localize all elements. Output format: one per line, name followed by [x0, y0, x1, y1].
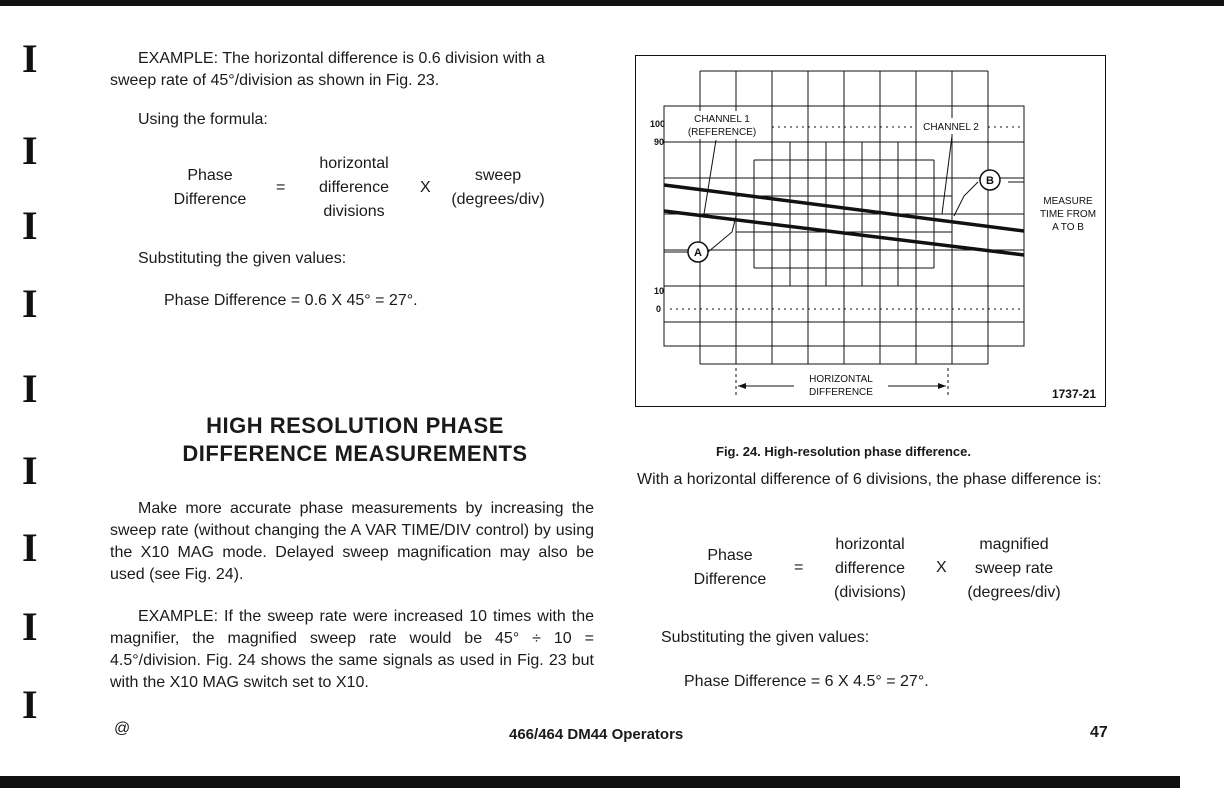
marker-a: A	[694, 247, 702, 259]
right-substituting-text: Substituting the given values:	[661, 629, 870, 646]
formula2-rhs: magnified sweep rate (degrees/div)	[967, 536, 1061, 601]
formula-rhs: sweep (degrees/div)	[451, 167, 545, 208]
binder-hole-mark: I	[22, 203, 38, 248]
body-paragraph: Make more accurate phase measurements by increasing the sweep rate (without changing the A VAR TIME/DIV control) by using the X10 MAG mode. Delayed sweep magnification may also be used (see Fig. 24).	[110, 500, 594, 583]
result-text: Phase Difference = 0.6 X 45° = 27°.	[164, 292, 418, 309]
binder-hole-mark: I	[22, 682, 38, 727]
top-rule	[0, 0, 1224, 6]
figure-frame	[635, 55, 1106, 407]
label-90: 90	[654, 137, 665, 147]
channel-1-sublabel: (REFERENCE)	[687, 127, 757, 138]
formula2-lhs: Phase Difference	[693, 547, 767, 588]
formula-middle: horizontal difference divisions	[319, 155, 389, 220]
formula2-times: X	[936, 559, 947, 576]
example-paragraph: EXAMPLE: The horizontal difference is 0.6 division with a sweep rate of 45°/division as shown in Fig. 23.	[110, 50, 545, 89]
binder-hole-mark: I	[22, 604, 38, 649]
substituting-text: Substituting the given values:	[138, 250, 347, 267]
right-result-text: Phase Difference = 6 X 4.5° = 27°.	[684, 673, 929, 690]
page-number: 47	[1090, 724, 1108, 741]
bottom-rule	[0, 776, 1180, 788]
formula-lhs: Phase Difference	[173, 167, 247, 208]
label-10: 10	[654, 286, 665, 296]
marker-b: B	[986, 175, 994, 187]
formula2-equals: =	[794, 559, 804, 576]
formula-equals: =	[276, 179, 286, 196]
binder-hole-mark: I	[22, 448, 38, 493]
measure-label-3: A TO B	[1052, 222, 1084, 233]
figure-number: 1737-21	[1051, 387, 1096, 401]
using-formula-text: Using the formula:	[138, 111, 268, 128]
figure-caption: Fig. 24. High-resolution phase difference.	[716, 444, 971, 459]
horizontal-difference-label-2: DIFFERENCE	[809, 387, 873, 398]
channel-1-label: CHANNEL 1	[694, 114, 750, 125]
measure-label-2: TIME FROM	[1039, 209, 1097, 220]
channel-2-label: CHANNEL 2	[923, 122, 979, 133]
measure-label-1: MEASURE	[1043, 196, 1093, 207]
label-100: 100	[650, 119, 666, 129]
example-paragraph-2: EXAMPLE: If the sweep rate were increased 10 times with the magnifier, the magnified sweep rate would be 45° ÷ 10 = 4.5°/division. Fig. 24 shows the same signals as used in Fig. 23 but with the X10 MAG switch set to X10.	[110, 608, 594, 691]
binder-hole-mark: I	[22, 366, 38, 411]
oscilloscope-graticule	[636, 56, 1104, 405]
binder-hole-mark: I	[22, 525, 38, 570]
binder-hole-mark: I	[22, 128, 38, 173]
footer-symbol: @	[114, 720, 131, 737]
binder-hole-mark: I	[22, 36, 38, 81]
horizontal-difference-label-1: HORIZONTAL	[809, 374, 873, 385]
section-heading: HIGH RESOLUTION PHASE DIFFERENCE MEASUREMENTS	[182, 413, 528, 466]
formula-times: X	[420, 179, 431, 196]
binder-hole-mark: I	[22, 281, 38, 326]
label-0: 0	[656, 304, 662, 314]
right-intro-paragraph: With a horizontal difference of 6 divisions, the phase difference is:	[637, 471, 1102, 488]
footer-title: 466/464 DM44 Operators	[509, 726, 684, 743]
formula2-middle: horizontal difference (divisions)	[833, 536, 906, 601]
